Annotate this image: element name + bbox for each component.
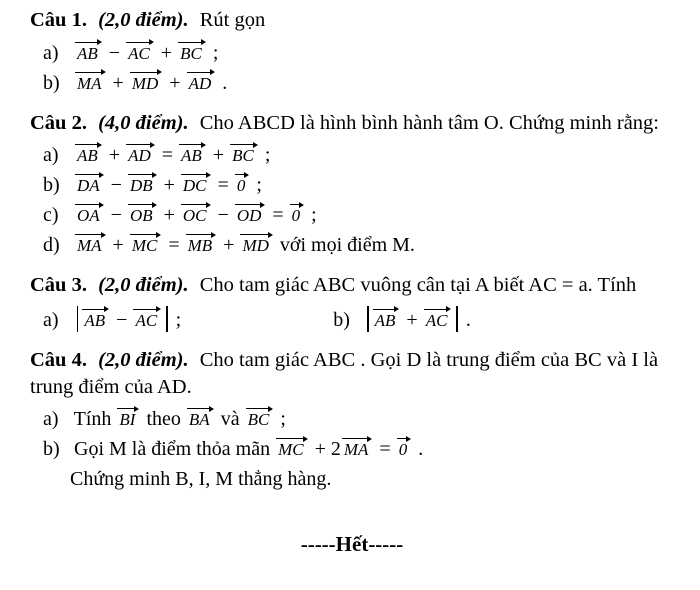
vector-OC: OC	[181, 204, 211, 224]
item-marker: b)	[43, 174, 60, 197]
question-1-points: (2,0 điểm).	[98, 9, 189, 31]
item-marker: a)	[43, 144, 59, 167]
vector-AB: AB	[179, 144, 206, 164]
question-3-number: Câu 3.	[30, 274, 87, 297]
vector-BC: BC	[230, 144, 258, 164]
question-2-number: Câu 2.	[30, 111, 87, 134]
math-text: ;	[259, 144, 271, 167]
item-formula	[74, 144, 270, 166]
item-marker: a)	[43, 408, 59, 431]
math-text: =	[212, 174, 234, 197]
vector-MC: MC	[130, 234, 162, 254]
vector-MD: MD	[130, 72, 162, 92]
question-2-items	[30, 136, 674, 262]
question-3-heading	[30, 272, 674, 299]
math-text: −	[103, 41, 126, 64]
math-text: =	[374, 438, 396, 461]
math-text: +	[158, 174, 180, 197]
question-2-points: (4,0 điểm).	[98, 111, 189, 134]
question-4-item-b	[43, 434, 674, 464]
item-marker: c)	[43, 204, 59, 227]
math-text: +	[207, 144, 230, 167]
math-text: +	[103, 144, 126, 167]
question-2-text: Cho ABCD là hình bình hành tâm O. Chứng minh rằng:	[199, 111, 659, 134]
abs-value-bar	[367, 306, 368, 332]
math-text: + 2	[309, 438, 341, 461]
vector-BC: BC	[246, 408, 274, 428]
question-2-item-d	[43, 230, 674, 260]
vector-AD: AD	[126, 144, 155, 164]
vector-0: 0	[397, 438, 412, 458]
math-text: .	[460, 308, 471, 331]
question-3-item-b	[333, 303, 471, 335]
vector-DB: DB	[128, 174, 157, 194]
math-text: Chứng minh B, I, M thẳng hàng.	[70, 468, 332, 491]
question-4	[30, 347, 674, 496]
question-4-item-a	[43, 404, 674, 434]
vector-BI: BI	[117, 408, 139, 428]
math-text: −	[111, 308, 133, 331]
vector-MB: MB	[186, 234, 217, 254]
math-text: +	[107, 234, 129, 257]
math-text: =	[267, 204, 289, 227]
math-text: +	[164, 71, 186, 94]
question-1	[30, 7, 674, 100]
item-formula	[74, 309, 181, 331]
vector-AB: AB	[75, 144, 102, 164]
math-text: và	[215, 408, 245, 431]
vector-OA: OA	[75, 204, 104, 224]
item-marker: a)	[43, 308, 59, 331]
math-text: =	[163, 234, 185, 257]
item-formula	[70, 468, 331, 490]
math-text: +	[401, 308, 423, 331]
vector-OD: OD	[235, 204, 266, 224]
math-text: .	[217, 71, 228, 94]
item-formula	[74, 174, 262, 196]
vector-AC: AC	[424, 309, 452, 329]
question-1-heading	[30, 7, 674, 34]
item-marker: b)	[43, 438, 60, 461]
question-2-item-a	[43, 140, 674, 170]
vector-DA: DA	[75, 174, 104, 194]
math-text: với mọi điểm M.	[274, 234, 415, 257]
vector-0: 0	[235, 174, 250, 194]
math-text: −	[212, 204, 234, 227]
vector-AB: AB	[82, 309, 109, 329]
question-2-item-b	[43, 170, 674, 200]
vector-AB: AB	[75, 42, 102, 62]
math-text: ;	[170, 308, 182, 331]
question-4-items	[30, 400, 674, 496]
question-4-heading	[30, 347, 674, 400]
question-3-text: Cho tam giác ABC vuông cân tại A biết AC = a. Tính	[199, 274, 637, 297]
item-marker: a)	[43, 41, 59, 64]
math-text: Tính	[73, 408, 117, 431]
math-text: +	[218, 234, 240, 257]
math-text: =	[156, 144, 179, 167]
question-1-text: Rút gọn	[199, 9, 266, 31]
abs-value-bar	[77, 306, 78, 332]
item-marker: d)	[43, 234, 60, 257]
vector-0: 0	[290, 204, 305, 224]
question-3-item-a	[43, 303, 333, 335]
vector-BA: BA	[187, 408, 214, 428]
math-text: ;	[251, 174, 262, 197]
vector-MD: MD	[240, 234, 272, 254]
math-text: ;	[306, 204, 317, 227]
math-text: +	[107, 71, 129, 94]
math-text: ;	[275, 408, 286, 431]
vector-BC: BC	[178, 42, 206, 62]
question-1-item-b	[43, 68, 674, 98]
question-3	[30, 272, 674, 337]
item-formula	[364, 309, 471, 331]
question-4-number: Câu 4.	[30, 348, 87, 371]
vector-MC: MC	[276, 438, 308, 458]
math-text: −	[105, 204, 127, 227]
vector-AC: AC	[126, 42, 154, 62]
math-text: .	[413, 438, 424, 461]
abs-value-bar	[166, 306, 167, 332]
vector-AB: AB	[373, 309, 400, 329]
item-marker: b)	[43, 71, 60, 94]
math-text: +	[155, 41, 178, 64]
abs-value-bar	[456, 306, 457, 332]
math-text: ;	[207, 41, 219, 64]
item-formula	[74, 408, 286, 430]
vector-MA: MA	[342, 438, 373, 458]
item-formula	[74, 72, 227, 94]
question-3-points: (2,0 điểm).	[98, 274, 189, 297]
item-marker: b)	[333, 308, 350, 331]
vector-AC: AC	[133, 309, 161, 329]
question-4-points: (2,0 điểm).	[98, 348, 189, 371]
question-2-item-c	[43, 200, 674, 230]
vector-DC: DC	[181, 174, 211, 194]
item-formula	[74, 204, 317, 226]
vector-MA: MA	[75, 234, 106, 254]
question-4-item-b-continuation	[43, 464, 674, 494]
question-4-text: Cho tam giác ABC . Gọi D là trung điểm của BC và I là trung điểm của AD.	[30, 348, 659, 398]
math-text: +	[158, 204, 180, 227]
footer-het: -----Hết-----	[300, 532, 404, 557]
item-formula	[74, 42, 218, 64]
item-formula	[74, 234, 415, 256]
question-2	[30, 110, 674, 263]
vector-AD: AD	[187, 72, 216, 92]
math-text: Gọi M là điểm thỏa mãn	[74, 438, 276, 461]
question-3-two-column-row	[43, 303, 674, 335]
item-formula	[74, 438, 423, 460]
question-1-item-a	[43, 38, 674, 68]
math-text: theo	[141, 408, 186, 431]
question-1-number: Câu 1.	[30, 9, 87, 31]
question-3-items	[30, 299, 674, 337]
math-text: −	[105, 174, 127, 197]
question-1-items	[30, 34, 674, 100]
question-2-heading	[30, 110, 674, 137]
vector-MA: MA	[75, 72, 106, 92]
vector-OB: OB	[128, 204, 157, 224]
